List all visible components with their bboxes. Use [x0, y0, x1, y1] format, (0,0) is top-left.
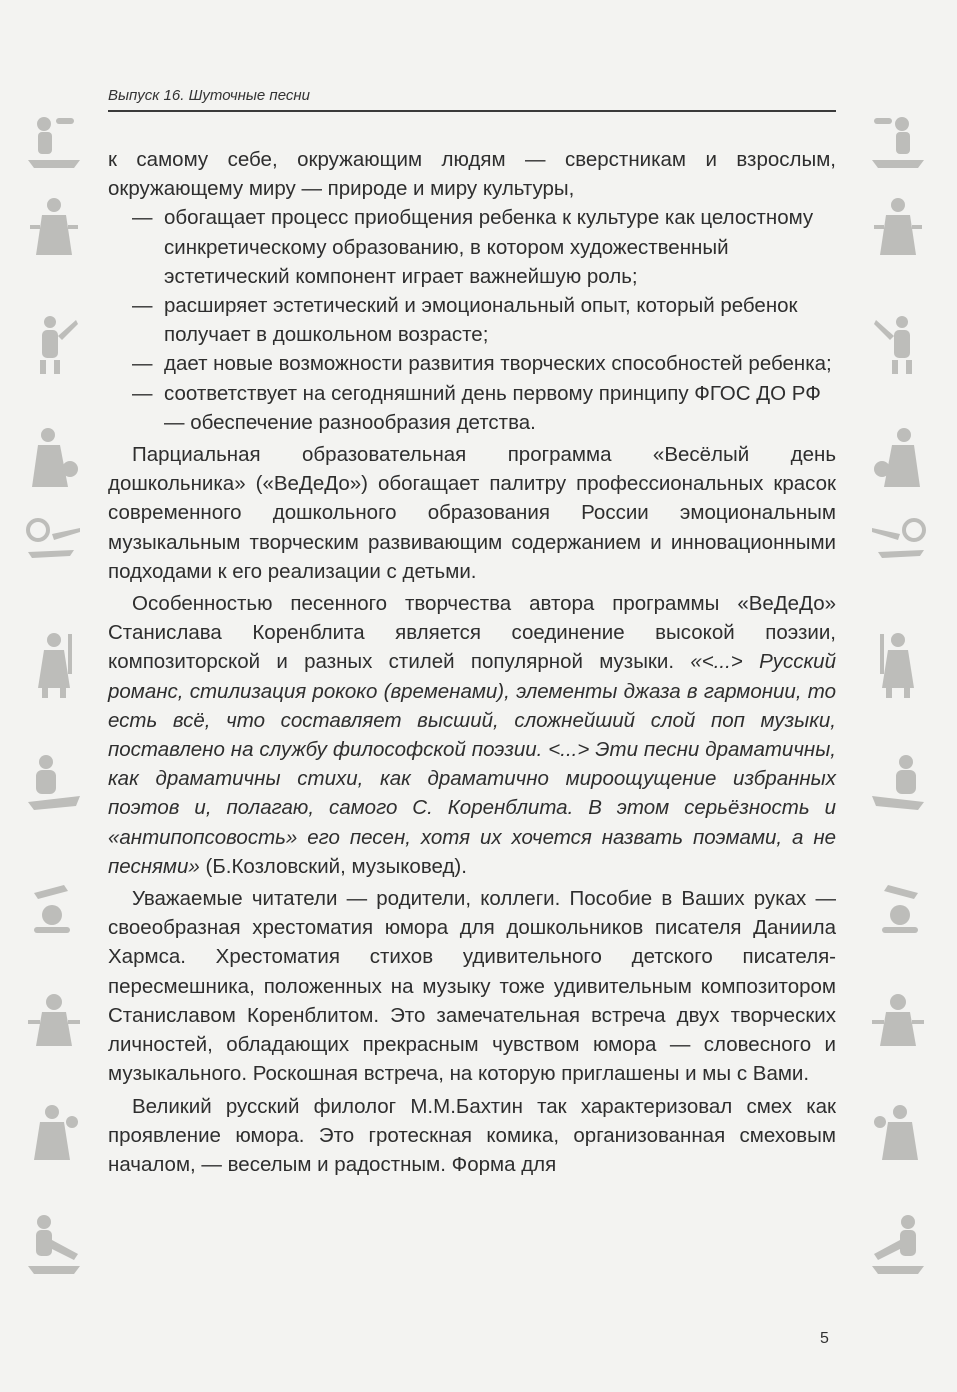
- right-ornament-border: [858, 110, 938, 1330]
- paragraph: Великий русский филолог М.М.Бахтин так характеризовал смех как проявление юмора. Это гротескная комика, организованная смеховым началом, — веселым и радостным. Форма для: [108, 1094, 836, 1176]
- main-text: [108, 145, 836, 1179]
- list-item: [108, 203, 836, 291]
- list-item: [108, 349, 836, 378]
- bullet-list: [108, 203, 836, 437]
- folk-figure-icon: [24, 750, 84, 820]
- folk-figure-icon: [24, 310, 84, 380]
- folk-figure-icon: [24, 630, 84, 700]
- running-header-title: Выпуск 16. Шуточные песни: [108, 87, 310, 104]
- folk-figure-icon: [868, 510, 928, 580]
- folk-figure-icon: [868, 990, 928, 1060]
- paragraph: Парциальная образовательная программа «Весёлый день дошкольника» («ВеДеДо») обогащает палитру профессиональных красок современного дошкольного образования России эмоциональным музыкальным творческим развивающим содержанием и инновационными подходами к его реализации с детьми.: [108, 443, 836, 583]
- folk-figure-icon: [868, 630, 928, 700]
- list-item-text: обогащает процесс приобщения ребенка к культуре как целостному синкретическому образованию, в котором художественный эстетический компонент играет важнейшую роль;: [164, 206, 814, 288]
- running-header: [108, 86, 836, 112]
- list-item-text: дает новые возможности развития творческих способностей ребенка;: [164, 352, 832, 376]
- folk-figure-icon: [868, 1210, 928, 1280]
- folk-figure-icon: [24, 425, 84, 495]
- folk-figure-icon: [24, 875, 84, 945]
- folk-figure-icon: [24, 1210, 84, 1280]
- folk-figure-icon: [24, 110, 84, 180]
- paragraph: [108, 589, 836, 881]
- folk-figure-icon: [868, 425, 928, 495]
- folk-figure-icon: [24, 510, 84, 580]
- list-item: [108, 291, 836, 349]
- quotation: «<...> Русский романс, стилизация рококо (временами), элементы джаза в гармонии, то есть всё, что составляет высший, сложнейший слой поп музыки, поставлено на службу философской поэзии. <...> Эти песни драматичны, как драматичны стихи, как драматично мироощущение избранных поэтов и, полагаю, самого С. Коренблита. В этом серьёзность и «антипопсовость» его песен, хотя их хочется назвать поэмами, а не песнями»: [108, 650, 836, 878]
- list-dash: —: [132, 352, 153, 376]
- left-ornament-border: [14, 110, 94, 1330]
- list-item: [108, 379, 836, 437]
- folk-figure-icon: [868, 875, 928, 945]
- folk-figure-icon: [868, 195, 928, 265]
- folk-figure-icon: [24, 990, 84, 1060]
- folk-figure-icon: [868, 110, 928, 180]
- paragraph: Уважаемые читатели — родители, коллеги. Пособие в Ваших руках — своеобразная хрестоматия юмора для дошкольников писателя Даниила Хармса. Хрестоматия стихов удивительного детского писателя-пересмешника, положенных на музыку тоже удивительным композитором Станиславом Коренблитом. Это замечательная встреча двух творческих личностей, обладающих прекрасным чувством юмора — словесного и музыкального. Роскошная встреча, на которую приглашены и мы с Вами.: [108, 887, 836, 1086]
- paragraph: к самому себе, окружающим людям — сверстникам и взрослым, окружающему миру — природе и миру культуры,: [108, 148, 836, 201]
- quotation-attribution: (Б.Козловский, музыковед).: [205, 854, 467, 878]
- page-number: 5: [820, 1330, 829, 1347]
- list-dash: —: [132, 381, 153, 405]
- paragraph-text: Особенностью песенного творчества автора программы «ВеДеДо» Станислава Коренблита является соединение высокой поэзии, композиторской и разных стилей популярной музыки.: [108, 592, 836, 674]
- folk-figure-icon: [868, 750, 928, 820]
- list-item-text: соответствует на сегодняшний день первому принципу ФГОС ДО РФ — обеспечение разнообразия детства.: [164, 381, 821, 434]
- list-dash: —: [132, 206, 153, 230]
- folk-figure-icon: [24, 195, 84, 265]
- list-item-text: расширяет эстетический и эмоциональный опыт, который ребенок получает в дошкольном возрасте;: [164, 294, 798, 347]
- folk-figure-icon: [868, 310, 928, 380]
- list-dash: —: [132, 294, 153, 318]
- folk-figure-icon: [24, 1100, 84, 1170]
- folk-figure-icon: [868, 1100, 928, 1170]
